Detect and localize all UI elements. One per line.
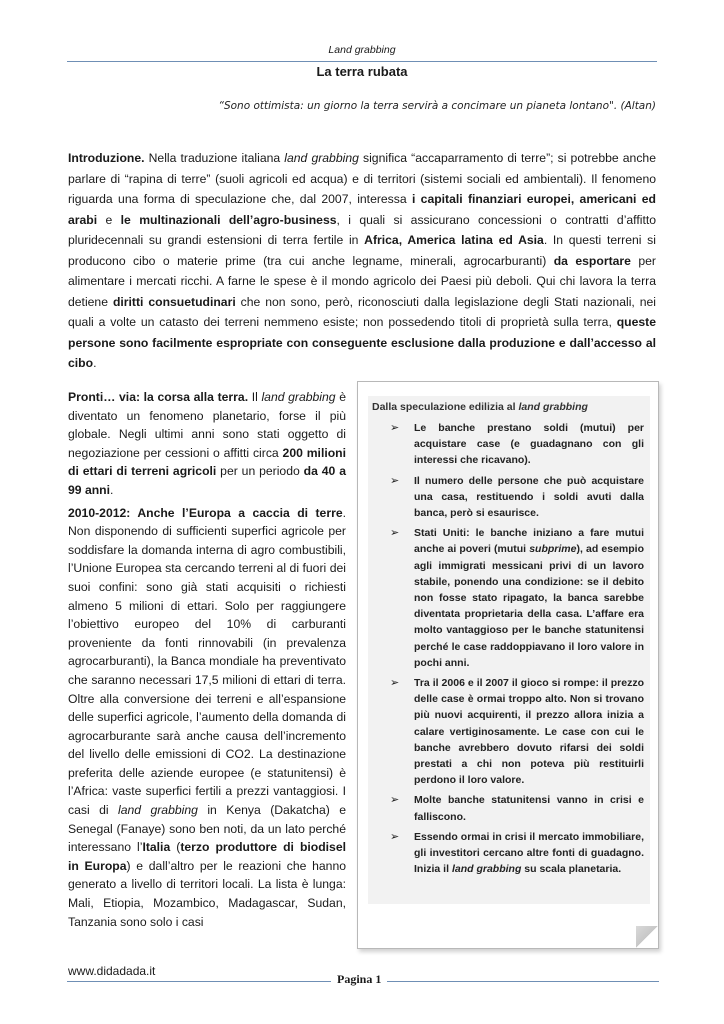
sidebar-note-panel (368, 396, 650, 904)
section-lead: Pronti… via: la corsa alla terra. (68, 390, 249, 404)
intro-text: . (93, 356, 97, 370)
body-bold: da 40 a 99 anni (68, 464, 346, 497)
list-item-text: Il numero delle persone che può acquistare una casa, restituendo i soldi avuti dalla banca, però si esaurisce. (414, 474, 644, 520)
intro-bold: queste persone sono facilmente espropriate con conseguente esclusione dalla produzione e dall’accesso al cibo (68, 315, 656, 370)
list-item-text: ), ad esempio agli immigrati messicani privi di un lavoro stabile, ponendo una condizione: se il debito non fosse stato ripagato, la banca sarebbe diventata proprietaria della casa. L’affare era molto vantaggioso per le banche statunitensi perché le case raddoppiavano il loro valore in pochi anni. (414, 543, 644, 669)
sidebar-list-item (368, 525, 650, 671)
intro-paragraph (68, 148, 656, 374)
sidebar-note-list (368, 420, 650, 881)
sidebar-note-box (357, 381, 659, 949)
list-item-term: subprime (529, 543, 577, 556)
intro-bold: Africa, America latina ed Asia (364, 233, 544, 247)
body-text: . (110, 482, 114, 497)
intro-bold: da esportare (553, 253, 631, 268)
footer-website: www.didadada.it (68, 964, 156, 978)
intro-bold: diritti consuetudinari (112, 294, 236, 309)
list-item-text: Stati Uniti: le banche iniziano a fare mutui anche ai poveri (mutui (414, 527, 644, 556)
body-text: è diventato un fenomeno planetario, forse il più globale. Negli ultimi anni sono stati oggetto di negoziazione per cessioni o affitti circa (68, 390, 346, 460)
body-text: ) e dall’altro per le reazioni che hanno generato a livello di territori locali. La lista è lunga: Mali, Etiopia, Mozambico, Madagascar, Sudan, Tanzania sono solo i casi (68, 858, 347, 929)
intro-text: per alimentare i mercati ricchi. A farne le spese è il mondo agricolo dei Paesi più deboli. Qui chi lavora la terra detiene (68, 253, 656, 309)
page-number: Pagina 1 (331, 972, 387, 987)
list-item-text: Molte banche statunitensi vanno in crisi e falliscono. (414, 794, 644, 823)
list-item-text: su scala planetaria. (521, 863, 622, 876)
heading-text: Dalla speculazione edilizia al (372, 401, 519, 413)
list-item-term: land grabbing (451, 863, 522, 876)
body-text: in Kenya (Dakatcha) e Senegal (Fanaye) sono ben noti, da un lato perché interessano l’ (68, 803, 346, 855)
section-lead: 2010-2012: Anche l’Europa a caccia di terre (68, 505, 343, 520)
sidebar-list-item (368, 675, 650, 788)
page-curl-decoration (636, 926, 658, 948)
list-item-text: Tra il 2006 e il 2007 il gioco si rompe: il prezzo delle case è ormai troppo alto. Non si trovano più nuovi acquirenti, il prezzo allora inizia a calare vertiginosamente. Le case con cui le banche avrebbero dovuto rifarsi dei soldi prestati a chi non poteva più restituirli perdono il loro valore. (414, 677, 644, 787)
intro-term: land grabbing (284, 151, 359, 165)
intro-text: . In questi terreni si producono cibo o materie prime (tra cui anche legname, minerali, agrocarburanti) (68, 233, 656, 268)
intro-text: e (97, 212, 121, 227)
sidebar-list-item (368, 420, 650, 469)
sidebar-note-heading (372, 401, 588, 413)
running-header: Land grabbing (328, 44, 396, 56)
intro-text: , i quali si assicurano concessioni o contratti d’affitto pluridecennali su grandi estensioni di terra fertile in (68, 212, 656, 247)
epigraph-quote: “Sono ottimista: un giorno la terra servirà a concimare un pianeta lontano". (Altan) (218, 100, 656, 112)
left-column (68, 388, 346, 935)
body-text: . Non disponendo di sufficienti superfici agricole per soddisfare la domanda interna di agro combustibili, l’Unione Europea sta cercando terreni al di fuori dei suoi confini: sono già stati acquisiti o richiesti almeno 5 milioni di ettari. Solo per raggiungere l’obiettivo europeo del 10% di carburanti proveniente da fonti rinnovabili (in prevalenza agrocarburanti), la Banca mondiale ha preventivato che saranno necessari 17,5 milioni di ettari di terra. Oltre alla conversione dei terreni e all’espansione delle superfici agricole, l’aumento della domanda di agrocarburante sarà anche causa dell’incremento del livello delle emissioni di CO2. La destinazione preferita delle aziende europee (e statunitensi) è l’Africa: vaste superfici fertili a prezzi vantaggiosi. I casi di (68, 505, 346, 818)
intro-bold: le multinazionali dell’agro-business (120, 212, 337, 227)
body-text: ( (170, 840, 181, 855)
body-text: per un periodo (216, 464, 304, 479)
section-europa-caccia-terre (68, 504, 346, 932)
intro-text: significa “accaparramento di terre”; si potrebbe anche parlare di “rapina di terre” (suoli agricoli ed acqua) e di territori (sistemi sociali ed ambientali). Il fenomeno riguarda una forma di speculazione che, dal 2007, interessa (68, 151, 656, 206)
body-term: land grabbing (261, 390, 336, 404)
sidebar-list-item (368, 829, 650, 878)
section-corsa-alla-terra (68, 388, 346, 500)
arrow-bullet-icon: ➢ (390, 527, 400, 540)
intro-text: Nella traduzione italiana (144, 151, 285, 165)
sidebar-list-item (368, 473, 650, 522)
list-item-text: Essendo ormai in crisi il mercato immobiliare, gli investitori cercano altre fonti di guadagno. Inizia il (414, 830, 644, 876)
heading-term: land grabbing (518, 401, 588, 413)
body-term: land grabbing (118, 803, 198, 818)
arrow-bullet-icon: ➢ (390, 830, 400, 843)
arrow-bullet-icon: ➢ (390, 422, 400, 434)
list-item-text: Le banche prestano soldi (mutui) per acquistare case (e guadagnano con gli interessi che ricavano). (414, 422, 644, 467)
body-bold: terzo produttore di biodisel in Europa (68, 840, 346, 873)
body-text: Il (248, 390, 262, 404)
intro-text: che non sono, però, riconosciuti dalla legislazione degli Stati nazionali, nei quali a volte un catasto dei terreni nemmeno esiste; non possedendo titoli di proprietà sulla terra, (68, 294, 656, 329)
body-bold: 200 milioni di ettari di terreni agricoli (68, 445, 346, 479)
arrow-bullet-icon: ➢ (390, 474, 400, 487)
arrow-bullet-icon: ➢ (390, 677, 400, 690)
intro-lead: Introduzione. (68, 151, 145, 165)
intro-bold: i capitali finanziari europei, americani ed arabi (68, 192, 656, 227)
page-title: La terra rubata (316, 64, 408, 79)
arrow-bullet-icon: ➢ (390, 794, 400, 807)
header-rule (67, 61, 657, 62)
body-bold: Italia (142, 840, 171, 855)
sidebar-list-item (368, 792, 650, 824)
